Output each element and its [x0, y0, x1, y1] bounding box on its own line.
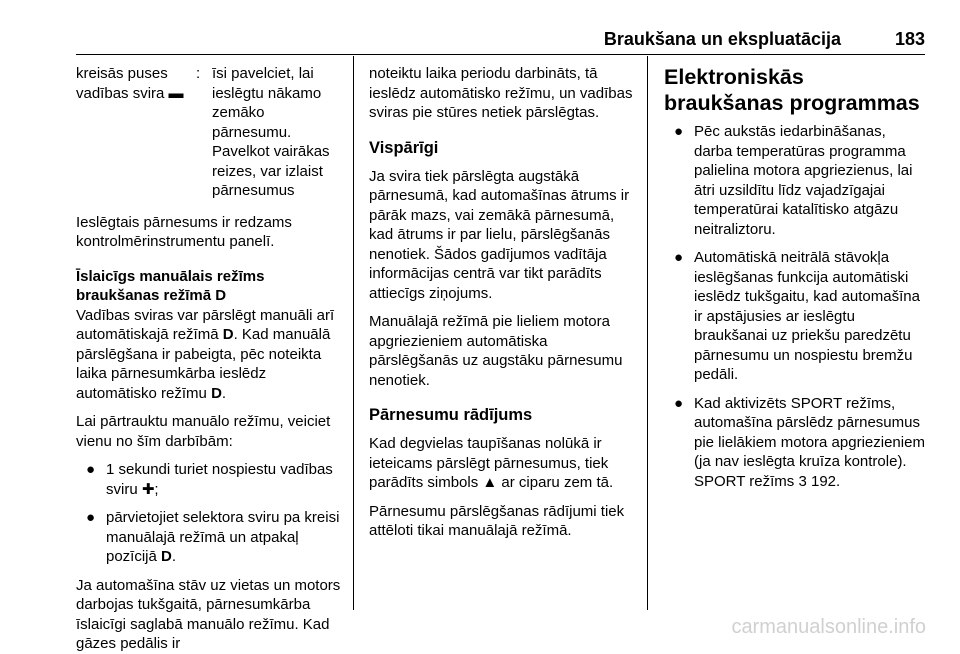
definition-colon: : — [196, 65, 201, 82]
watermark: carmanualsonline.info — [731, 616, 926, 638]
subheading: Īslaicīgs manuālais režīms braukšanas režīmā D — [76, 267, 265, 304]
list-item: ● pārvietojiet selektora sviru pa kreisi manuālajā režīmā un atpakaļ pozīcijā D. — [86, 509, 340, 565]
bullet-icon: ● — [86, 461, 96, 478]
paragraph: Pārnesumu pārslēgšanas rādījumi tiek attēloti tikai manuālajā režīmā. — [369, 502, 625, 539]
paragraph: Ieslēgtais pārnesums ir redzams kontrolmērinstrumentu panelī. — [76, 213, 292, 250]
page-reference-link[interactable]: 192. — [806, 472, 841, 490]
definition-row — [76, 64, 342, 201]
list-item: ● Pēc aukstās iedarbināšanas, darba temperatūras programma palielina motora apgriezienus, lai ātri uzsildītu līdz vajadzīgajai temperatūrai katalītisko atgāzu neitraliztoru. — [674, 123, 913, 238]
bullet-icon: ● — [86, 509, 96, 526]
plus-icon: ✚ — [141, 480, 155, 498]
list-item: ● Kad aktivizēts SPORT režīms, automašīna pārslēdz pārnesumus pie lielākiem motora apgriezieniem (ja nav ieslēgta kruīza kontrole). SPORT režīms 3 192. — [674, 394, 925, 490]
column-divider-2 — [647, 56, 648, 610]
section-heading: Vispārīgi — [369, 138, 439, 157]
header-title: Braukšana un ekspluatācija — [603, 29, 841, 49]
definition-term: kreisās puses vadības svira — [76, 65, 168, 102]
section-heading: Pārnesumu rādījums — [369, 406, 533, 424]
paragraph: Manuālajā režīmā pie lieliem motora apgriezieniem automātiska pārslēgšanās uz augstāku pārnesumu nenotiek. — [369, 313, 623, 389]
bullet-icon: ● — [674, 123, 684, 140]
page-number: 183 — [894, 29, 925, 49]
list-item: ● 1 sekundi turiet nospiestu vadības sviru ✚; — [86, 461, 333, 498]
section-title: Elektroniskās braukšanas programmas — [664, 65, 920, 115]
paragraph: noteiktu laika periodu darbināts, tā ieslēdz automātisko režīmu, un vadības sviras pie stūres netiek pārslēgtas. — [369, 65, 633, 121]
up-arrow-icon: ▲ — [482, 474, 498, 491]
bullet-icon: ● — [674, 249, 684, 266]
bullet-icon: ● — [674, 394, 684, 412]
column-1 — [76, 64, 342, 654]
bullet-list — [76, 460, 342, 567]
page-header — [76, 28, 925, 55]
page-reference-icon: 3 — [798, 472, 807, 490]
list-item: ● Automātiskā neitrālā stāvokļa ieslēgšanas funkcija automātiski ieslēdz tukšgaitu, kad automašīna ir apstājusies ar ieslēgtu braukšanai uz priekšu paredzētu pārnesumu un nospiestu bremžu pedāli. — [674, 249, 920, 383]
paragraph: Vadības sviras var pārslēgt manuāli arī automātiskajā režīmā D. Kad manuālā pārslēgšana ir pabeigta, pēc noteikta laika pārnesumkārba ieslēdz automātisko režīmu D. — [76, 306, 335, 402]
minus-icon: ▬ — [168, 84, 184, 102]
paragraph: Ja svira tiek pārslēgta augstākā pārnesumā, kad automašīnas ātrums ir pārāk mazs, vai zemākā pārnesumā, kad ātrums ir par lielu, pārslēgšanās nenotiek. Šādos gadījumos vadītāja informācijas centrā var tikt parādīts attiecīgs ziņojums. — [369, 167, 630, 302]
paragraph: Ja automašīna stāv uz vietas un motors darbojas tukšgaitā, pārnesumkārba īslaicīgi saglabā manuālo režīmu. Kad gāzes pedālis ir — [76, 576, 341, 652]
bullet-list — [664, 122, 926, 491]
paragraph: Lai pārtrauktu manuālo režīmu, veiciet vienu no šīm darbībām: — [76, 413, 331, 450]
column-divider-1 — [353, 56, 354, 610]
definition-description: īsi pavelciet, lai ieslēgtu nākamo zemāko pārnesumu. Pavelkot vairākas reizes, var izlaist pārnesumus — [212, 65, 330, 199]
paragraph: Kad degvielas taupīšanas nolūkā ir ieteicams pārslēgt pārnesumus, tiek parādīts simbols ▲ ar ciparu zem tā. — [369, 435, 614, 491]
column-2 — [369, 64, 637, 541]
column-3 — [664, 64, 926, 500]
